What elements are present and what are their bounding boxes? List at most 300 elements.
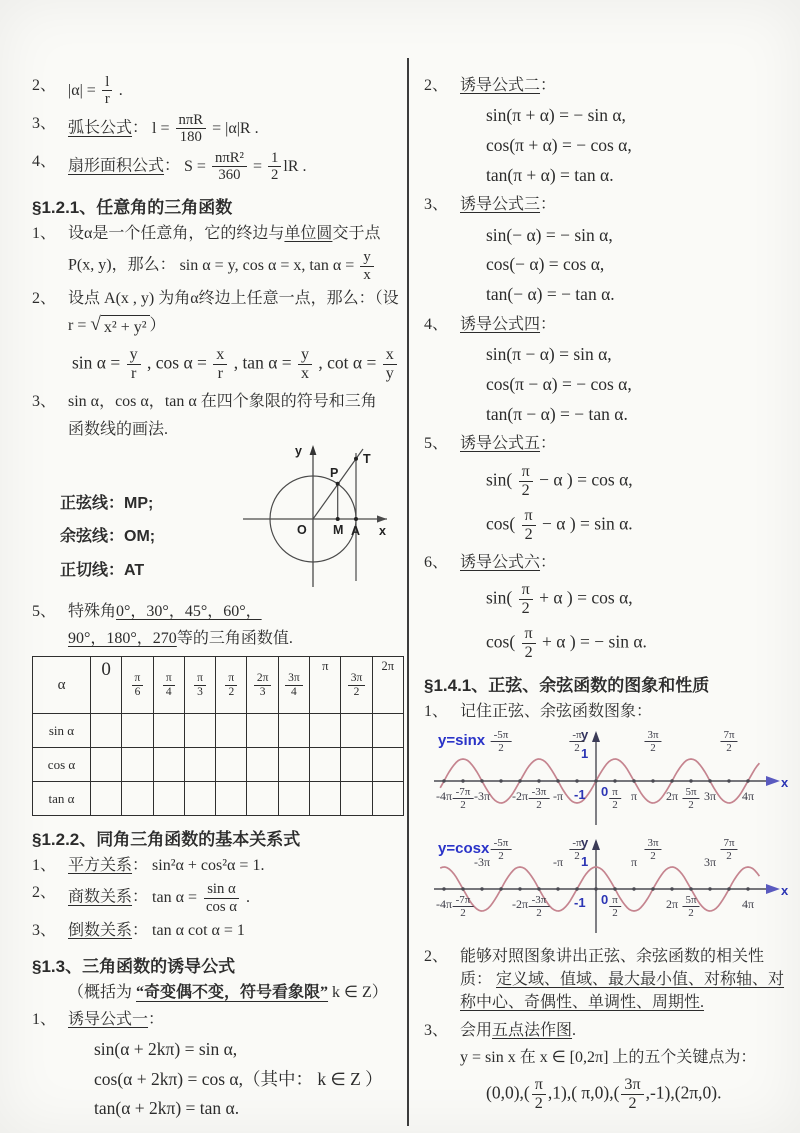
x-tick-label bbox=[607, 894, 623, 919]
list-item bbox=[32, 1008, 404, 1031]
x-tick-label: -2π bbox=[511, 897, 529, 911]
inline-formula: r = √ x² + y² bbox=[68, 317, 150, 334]
item-number: 5、 bbox=[424, 435, 449, 453]
text-run: ： bbox=[540, 435, 557, 453]
fraction-numerator: -3π bbox=[529, 786, 550, 799]
line-content bbox=[68, 222, 404, 245]
inline-formula: sin α = y, cos α = x, tan α = $\frac{y}{x}$ bbox=[180, 257, 376, 274]
fraction-numerator: nπR bbox=[176, 112, 207, 129]
trig-line-definitions bbox=[60, 487, 235, 596]
line-content bbox=[68, 881, 404, 915]
sqrt-expression bbox=[90, 315, 149, 339]
list-item bbox=[32, 314, 404, 339]
item-number: 1、 bbox=[32, 857, 57, 875]
inline-formula: |α| = $\frac{l}{r}$ . bbox=[68, 74, 123, 108]
fraction bbox=[348, 672, 366, 699]
fraction bbox=[682, 894, 699, 919]
line-content bbox=[460, 700, 792, 723]
x-tick-label: -3π bbox=[473, 789, 491, 803]
empty-cell bbox=[310, 748, 341, 782]
text-run: 能够对照图象讲出正弦、余弦函数的相关性质： bbox=[460, 948, 765, 989]
item-number: 2、 bbox=[32, 77, 57, 94]
right-column bbox=[424, 70, 792, 1120]
fraction-numerator: π bbox=[225, 672, 237, 686]
x-tick-label bbox=[642, 729, 663, 754]
fraction bbox=[522, 625, 536, 662]
fraction bbox=[529, 786, 550, 811]
formula-line: tan(− α) = − tan α. bbox=[486, 284, 615, 305]
x-tick-label bbox=[642, 837, 663, 862]
line-content bbox=[68, 314, 404, 339]
list-item bbox=[32, 74, 404, 108]
fraction-denominator: 2 bbox=[521, 481, 530, 499]
inline-formula: A(x , y) bbox=[104, 290, 155, 308]
formula-line: sin(− α) = − sin α, bbox=[486, 224, 613, 245]
text-run: 记住正弦、余弦函数图象： bbox=[460, 702, 653, 720]
column-header bbox=[153, 657, 184, 714]
fraction bbox=[194, 672, 206, 699]
fraction-numerator: 5π bbox=[682, 786, 699, 799]
x-tick-label: 3π bbox=[703, 789, 717, 803]
fraction-denominator: 360 bbox=[218, 167, 241, 184]
underlined-term: 诱导公式二 bbox=[460, 77, 541, 94]
x-tick-label: -3π bbox=[473, 855, 491, 869]
formula-line: sin( $\frac{\pi}{2}$ − α ) = cos α, bbox=[486, 462, 633, 499]
row-label: tan α bbox=[33, 782, 91, 816]
formula-line: sin(α + 2kπ) = sin α, bbox=[94, 1038, 238, 1059]
label-P: P bbox=[330, 465, 339, 480]
line-content bbox=[68, 112, 404, 146]
empty-cell bbox=[310, 782, 341, 816]
fraction-numerator: -5π bbox=[491, 837, 512, 850]
fraction-denominator: 2 bbox=[574, 742, 580, 755]
line-content bbox=[460, 432, 792, 455]
inline-formula: tan α = $\frac{\text{sin α}}{\text{cos α}}$ . bbox=[152, 881, 250, 915]
empty-cell bbox=[122, 748, 153, 782]
fraction-denominator: 2 bbox=[536, 907, 542, 920]
section-heading: §1.4.1、正弦、余弦函数的图象和性质 bbox=[424, 675, 710, 695]
fraction bbox=[519, 463, 533, 500]
text-run: ： bbox=[132, 922, 153, 940]
line-content bbox=[68, 249, 404, 283]
x-tick-label bbox=[489, 729, 514, 754]
text-run: 设 bbox=[68, 224, 85, 242]
formula-line: sin α = $\frac{y}{r}$ , cos α = $\frac{x}{r}$ , tan α = $\frac{y}{x}$ , cot α = $\frac{x}{y}$ bbox=[72, 346, 404, 383]
underlined-term: 诱导公式一 bbox=[68, 1010, 149, 1028]
fraction-numerator: π bbox=[609, 786, 621, 799]
fraction-numerator: 3π bbox=[621, 1076, 643, 1095]
item-number: 1、 bbox=[32, 1010, 57, 1028]
list-item bbox=[424, 1019, 792, 1042]
inline-formula: α bbox=[84, 224, 93, 242]
line-content bbox=[68, 390, 404, 413]
fraction-denominator: 2 bbox=[524, 525, 533, 543]
list-item bbox=[32, 150, 404, 184]
formula-line: cos(− α) = cos α, bbox=[486, 254, 605, 275]
column-header bbox=[216, 657, 247, 714]
line-content bbox=[68, 854, 404, 877]
fraction-denominator: x bbox=[300, 365, 310, 383]
empty-cell bbox=[91, 748, 122, 782]
fraction bbox=[285, 672, 303, 699]
line-content bbox=[68, 919, 404, 942]
fraction-numerator: -7π bbox=[453, 786, 474, 799]
special-angles-table bbox=[32, 656, 404, 816]
list-item bbox=[32, 854, 404, 877]
line-content bbox=[68, 1008, 404, 1031]
list-item bbox=[32, 627, 404, 650]
line-content bbox=[68, 627, 404, 650]
formula-line: tan(π + α) = tan α. bbox=[486, 164, 614, 185]
inline-formula: tan α cot α = 1 bbox=[152, 922, 245, 940]
empty-cell bbox=[310, 714, 341, 748]
fraction bbox=[522, 507, 536, 544]
text-run: . bbox=[572, 1021, 577, 1039]
text-run: ： bbox=[540, 553, 557, 571]
inline-formula: P(x, y) bbox=[68, 256, 112, 274]
line-content bbox=[68, 150, 404, 184]
inline-formula: y = sin x bbox=[460, 1048, 516, 1066]
empty-cell bbox=[153, 714, 184, 748]
empty-cell bbox=[278, 748, 309, 782]
column-header bbox=[278, 657, 309, 714]
empty-cell bbox=[247, 714, 278, 748]
fraction bbox=[720, 837, 737, 862]
x-tick-label bbox=[718, 729, 739, 754]
trig-line-definition: 余弦线：OM; bbox=[60, 528, 156, 546]
column-header: 2π bbox=[372, 657, 403, 714]
fraction-denominator: 2 bbox=[628, 1094, 637, 1112]
radical-sign: √ bbox=[90, 314, 101, 336]
empty-cell bbox=[216, 782, 247, 816]
item-number: 2、 bbox=[424, 948, 449, 965]
formula-line: tan(π − α) = − tan α. bbox=[486, 403, 628, 424]
line-content bbox=[460, 193, 792, 216]
label-A: A bbox=[351, 523, 361, 538]
list-item bbox=[32, 112, 404, 146]
fraction-numerator: 2π bbox=[254, 672, 272, 686]
text-run: ，那么： bbox=[111, 256, 180, 274]
fraction-numerator: 1 bbox=[268, 150, 281, 167]
column-header bbox=[341, 657, 372, 714]
fraction-numerator: 3π bbox=[348, 672, 366, 686]
x-axis-arrow bbox=[377, 515, 387, 522]
fraction-numerator: x bbox=[383, 346, 397, 365]
text-run: 在 bbox=[515, 1048, 540, 1066]
section-heading: §1.3、三角函数的诱导公式 bbox=[32, 956, 236, 976]
fraction-numerator: y bbox=[360, 249, 373, 266]
fraction-numerator: π bbox=[522, 625, 536, 644]
underlined-term: 单位圆 bbox=[284, 224, 333, 242]
fraction-numerator: nπR² bbox=[212, 150, 247, 167]
column-divider bbox=[407, 58, 409, 1126]
underlined-term: 定义域、值域、最大最小值、对称轴、对称中心、奇偶性、单调性、周期性. bbox=[460, 971, 785, 1012]
column-header: 0 bbox=[91, 657, 122, 714]
empty-cell bbox=[184, 714, 215, 748]
underlined-term: 扇形面积公式 bbox=[68, 157, 165, 175]
item-number: 1、 bbox=[32, 224, 57, 242]
list-item bbox=[424, 74, 792, 97]
function-graph bbox=[424, 727, 796, 833]
text-run: 特殊角 bbox=[68, 602, 117, 620]
fraction bbox=[682, 786, 699, 811]
text-run: ： bbox=[164, 157, 185, 175]
label-x: x bbox=[379, 523, 386, 538]
list-item bbox=[424, 1046, 792, 1069]
fraction bbox=[529, 894, 550, 919]
inline-formula: sin²α + cos²α = 1. bbox=[152, 857, 265, 875]
line-content bbox=[68, 600, 404, 623]
empty-cell bbox=[341, 748, 372, 782]
x-tick-label bbox=[451, 894, 476, 919]
y-axis-arrow bbox=[592, 731, 600, 742]
fraction bbox=[609, 786, 621, 811]
line-content bbox=[460, 1019, 792, 1042]
fraction bbox=[132, 672, 144, 699]
item-number: 3、 bbox=[32, 922, 57, 940]
fraction bbox=[720, 729, 737, 754]
fraction-denominator: 4 bbox=[291, 685, 297, 698]
list-item bbox=[424, 432, 792, 455]
x-tick-label: 4π bbox=[741, 789, 755, 803]
formula-line: cos( $\frac{\pi}{2}$ + α ) = − sin α. bbox=[486, 624, 647, 661]
fraction bbox=[491, 729, 512, 754]
text-run: 上的五个关键点为： bbox=[608, 1048, 757, 1066]
fraction-denominator: 2 bbox=[521, 599, 530, 617]
fraction-numerator: sin α bbox=[204, 881, 239, 898]
line-content bbox=[460, 1046, 792, 1069]
fraction-denominator: 2 bbox=[574, 850, 580, 863]
label-T: T bbox=[363, 451, 371, 466]
x-tick-label: π bbox=[630, 855, 638, 869]
underlined-term: 弧长公式 bbox=[68, 119, 133, 137]
y-tick-label: -1 bbox=[574, 787, 586, 802]
fraction-numerator: -7π bbox=[453, 894, 474, 907]
fraction-denominator: 4 bbox=[165, 685, 172, 698]
x-tick-label: -π bbox=[552, 855, 564, 869]
text-run: 等的三角函数值. bbox=[176, 630, 293, 648]
fraction-denominator: r bbox=[104, 91, 110, 108]
text-run: 是一个任意角，它的终边与 bbox=[92, 224, 285, 242]
x-tick-label: -π bbox=[552, 789, 564, 803]
text-run: 终边上任意一点，那么：（设 bbox=[198, 290, 399, 308]
formula-line: cos(α + 2kπ) = cos α,（其中： k ∈ Z ） bbox=[94, 1068, 383, 1089]
list-item bbox=[32, 249, 404, 283]
inline-formula: k ∈ Z bbox=[332, 983, 372, 1001]
item-number: 4、 bbox=[32, 152, 57, 170]
fraction-denominator: 2 bbox=[271, 167, 279, 184]
y-tick-label: -1 bbox=[574, 895, 586, 910]
fraction-numerator: 5π bbox=[682, 894, 699, 907]
x-tick-label: -4π bbox=[435, 897, 453, 911]
fraction bbox=[644, 837, 661, 862]
fraction-numerator: -3π bbox=[529, 894, 550, 907]
underlined-term: 90°，180°，270 bbox=[68, 630, 177, 648]
fraction-denominator: 2 bbox=[726, 850, 732, 863]
fraction-denominator: r bbox=[130, 365, 137, 383]
x-tick-label: -4π bbox=[435, 789, 453, 803]
fraction bbox=[621, 1076, 643, 1113]
line-content bbox=[460, 551, 792, 574]
fraction-numerator: y bbox=[298, 346, 312, 365]
y-axis-label: y bbox=[581, 835, 589, 850]
fraction bbox=[298, 346, 312, 383]
text-run: ） bbox=[149, 317, 166, 335]
formula-line: (0,0),( $\frac{\pi}{2}$ ,1),( π,0),( $\frac{3\pi}{2}$ ,-1),(2π,0). bbox=[486, 1075, 722, 1112]
fraction bbox=[609, 894, 621, 919]
text-run: 函数线的画法. bbox=[68, 420, 169, 438]
fraction-denominator: r bbox=[217, 365, 223, 383]
fraction-denominator: 2 bbox=[498, 742, 504, 755]
fraction-denominator: 2 bbox=[612, 799, 618, 812]
x-tick-label: 0 bbox=[601, 892, 609, 907]
y-axis-label: y bbox=[581, 727, 589, 742]
inline-formula: cos α bbox=[115, 393, 149, 411]
column-header: π bbox=[310, 657, 341, 714]
text-run: 会用 bbox=[460, 1021, 493, 1039]
line-content bbox=[68, 287, 404, 310]
list-item bbox=[424, 313, 792, 336]
fraction bbox=[453, 786, 474, 811]
inline-formula: sin α bbox=[68, 393, 100, 411]
text-run: （概括为 bbox=[68, 983, 137, 1001]
list-item bbox=[32, 390, 404, 413]
x-tick-label: 0 bbox=[601, 784, 609, 799]
line-content bbox=[460, 313, 792, 336]
item-number: 6、 bbox=[424, 553, 449, 571]
fraction-numerator: π bbox=[519, 463, 533, 482]
formula-line: cos( $\frac{\pi}{2}$ − α ) = sin α. bbox=[486, 506, 633, 543]
empty-cell bbox=[341, 714, 372, 748]
function-label: y=cosx bbox=[438, 840, 490, 857]
underlined-term: 平方关系 bbox=[68, 857, 133, 875]
inline-formula: α bbox=[190, 290, 199, 308]
fraction-denominator: 2 bbox=[498, 850, 504, 863]
underlined-term: 倒数关系 bbox=[68, 922, 133, 940]
column-header bbox=[247, 657, 278, 714]
fraction bbox=[203, 881, 240, 915]
list-item bbox=[424, 945, 792, 1015]
fraction-denominator: 2 bbox=[460, 799, 466, 812]
fraction bbox=[127, 346, 141, 383]
x-tick-label: 3π bbox=[703, 855, 717, 869]
fraction-denominator: 3 bbox=[259, 685, 266, 698]
fraction-numerator: 7π bbox=[720, 837, 737, 850]
fraction bbox=[644, 729, 661, 754]
text-run: ： bbox=[540, 196, 557, 214]
underlined-term: 诱导公式五 bbox=[460, 435, 541, 453]
fraction-denominator: 2 bbox=[536, 799, 542, 812]
fraction-numerator: π bbox=[532, 1076, 546, 1095]
y-tick-label: 1 bbox=[581, 854, 589, 869]
fraction bbox=[383, 346, 397, 383]
x-axis-label: x bbox=[781, 775, 789, 790]
fraction bbox=[491, 837, 512, 862]
fraction bbox=[213, 346, 227, 383]
item-number: 3、 bbox=[32, 393, 57, 411]
underlined-term: 0°，30°，45°，60°， bbox=[116, 602, 262, 620]
x-axis-label: x bbox=[781, 883, 789, 898]
text-run: ： bbox=[148, 1010, 165, 1028]
empty-cell bbox=[216, 714, 247, 748]
function-graph bbox=[424, 835, 796, 941]
line-content bbox=[460, 945, 792, 1015]
underlined-term: 诱导公式三 bbox=[460, 196, 541, 214]
table-row bbox=[33, 782, 404, 816]
text-run: ） bbox=[371, 983, 388, 1001]
section-heading: §1.2.1、任意角的三角函数 bbox=[32, 197, 233, 217]
section-heading: §1.2.2、同角三角函数的基本关系式 bbox=[32, 830, 301, 850]
line-content bbox=[68, 418, 404, 441]
fraction-numerator: -π bbox=[569, 837, 584, 850]
underlined-term: 五点法作图 bbox=[492, 1021, 573, 1039]
fraction-numerator: l bbox=[102, 74, 112, 91]
x-tick-label bbox=[718, 837, 739, 862]
x-tick-label: 2π bbox=[665, 789, 679, 803]
text-run: ， bbox=[99, 393, 116, 411]
item-number: 2、 bbox=[424, 77, 449, 94]
text-run: 为角 bbox=[154, 290, 191, 308]
row-label: cos α bbox=[33, 748, 91, 782]
item-number: 2、 bbox=[32, 290, 57, 308]
fraction bbox=[225, 672, 237, 699]
fraction-denominator: 2 bbox=[534, 1094, 543, 1112]
underlined-term: 商数关系 bbox=[68, 889, 133, 907]
fraction-numerator: π bbox=[194, 672, 206, 686]
fraction-numerator: π bbox=[522, 507, 536, 526]
fraction-denominator: 2 bbox=[612, 907, 618, 920]
fraction-numerator: π bbox=[132, 672, 144, 686]
empty-cell bbox=[91, 714, 122, 748]
x-tick-label: -2π bbox=[511, 789, 529, 803]
empty-cell bbox=[122, 782, 153, 816]
fraction bbox=[519, 581, 533, 618]
empty-cell bbox=[372, 782, 403, 816]
text-run: 交于点 bbox=[332, 224, 381, 242]
y-axis-arrow bbox=[592, 839, 600, 850]
label-y: y bbox=[295, 443, 302, 458]
underlined-term: 诱导公式六 bbox=[460, 553, 541, 571]
fraction-numerator: x bbox=[213, 346, 227, 365]
list-item bbox=[32, 881, 404, 915]
empty-cell bbox=[247, 748, 278, 782]
empty-cell bbox=[153, 782, 184, 816]
y-tick-label: 1 bbox=[581, 746, 589, 761]
formula-line: cos(π + α) = − cos α, bbox=[486, 134, 632, 155]
x-axis-arrow bbox=[766, 776, 780, 786]
x-tick-label bbox=[680, 894, 701, 919]
fraction bbox=[254, 672, 272, 699]
list-item bbox=[32, 600, 404, 623]
inline-formula: S = $\frac{\text{nπR²}}{360}$ = $\frac{1}{2}$ lR . bbox=[184, 149, 307, 184]
empty-cell bbox=[153, 748, 184, 782]
list-item bbox=[32, 981, 404, 1004]
column-header bbox=[184, 657, 215, 714]
underlined-term: 诱导公式四 bbox=[460, 315, 541, 333]
list-item bbox=[424, 193, 792, 216]
fraction-denominator: 2 bbox=[353, 685, 360, 698]
fraction-denominator: 180 bbox=[179, 129, 202, 146]
fraction-numerator: y bbox=[127, 346, 141, 365]
fraction-denominator: 2 bbox=[688, 907, 694, 920]
item-number: 3、 bbox=[424, 196, 449, 214]
table-row bbox=[33, 714, 404, 748]
fraction-numerator: -π bbox=[569, 729, 584, 742]
fraction bbox=[360, 249, 373, 283]
fraction bbox=[102, 74, 113, 108]
fraction-denominator: 2 bbox=[650, 850, 656, 863]
function-label: y=sinx bbox=[438, 732, 486, 749]
